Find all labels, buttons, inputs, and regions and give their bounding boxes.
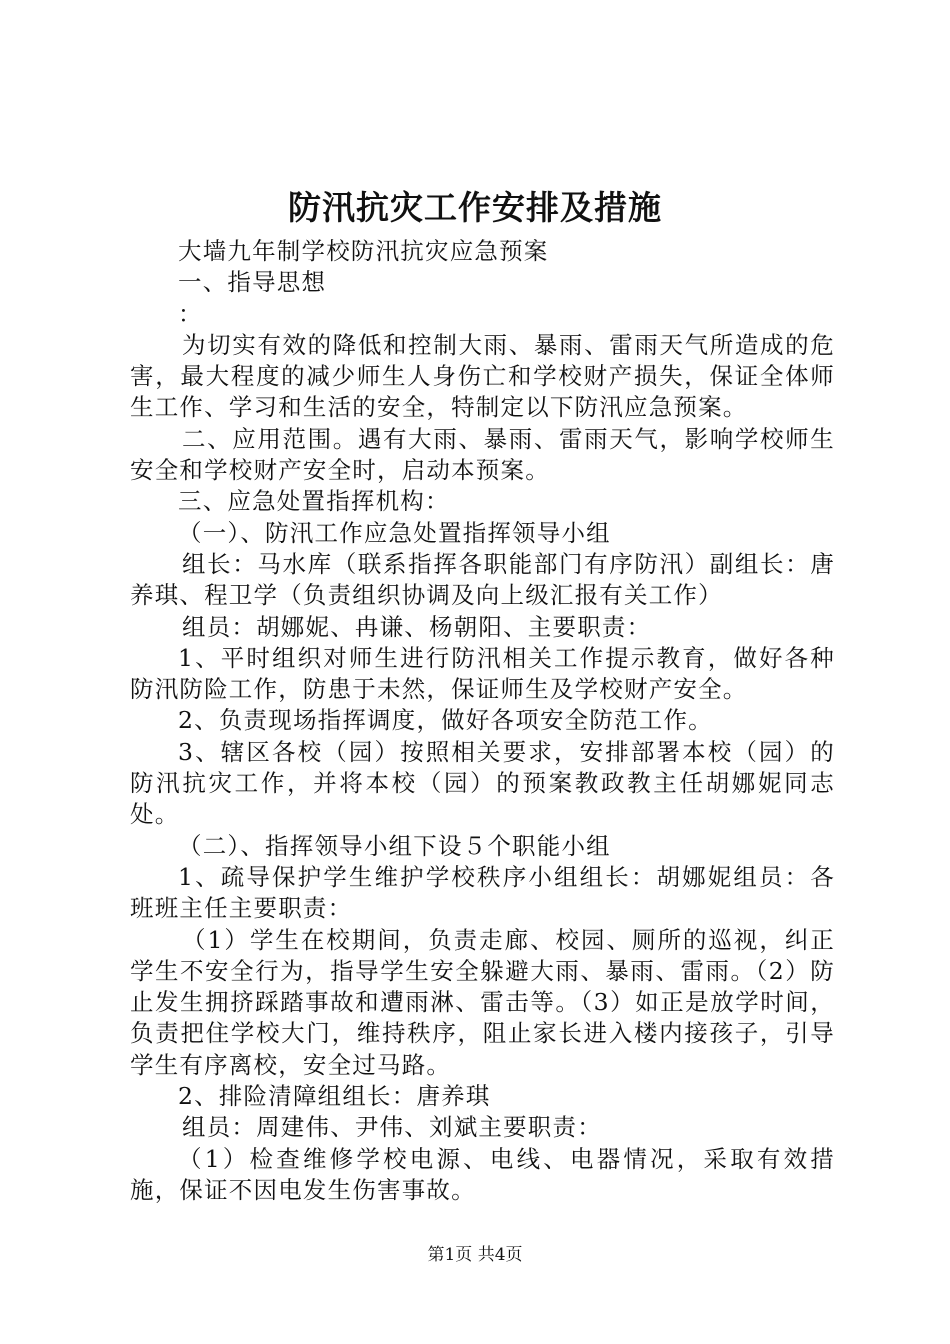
paragraph-plan-name: 大墙九年制学校防汛抗灾应急预案 <box>178 237 549 265</box>
paragraph-section-3-heading: 三、应急处置指挥机构： <box>178 487 450 516</box>
paragraph-colon: ： <box>178 299 203 328</box>
document-title: 防汛抗灾工作安排及措施 <box>288 188 662 227</box>
paragraph-group-2-duty-1: （1）检查维修学校电源、电线、电器情况，采取有效措施，保证不因电发生伤害事故。 <box>130 1144 835 1204</box>
paragraph-group-2: 2、排险清障组组长：唐养琪 <box>178 1082 491 1111</box>
paragraph-members: 组员：胡娜妮、冉谦、杨朝阳、主要职责： <box>182 612 652 641</box>
paragraph-duty-1: 1、平时组织对师生进行防汛相关工作提示教育，做好各种防汛防险工作，防患于未然，保证师生及学校财产安全。 <box>130 643 835 704</box>
paragraph-purpose: 为切实有效的降低和控制大雨、暴雨、雷雨天气所造成的危害，最大程度的减少师生人身伤亡和学校财产损失，保证全体师生工作、学习和生活的安全，特制定以下防汛应急预案。 <box>130 330 835 422</box>
paragraph-subsection-1-heading: （一）、防汛工作应急处置指挥领导小组 <box>178 518 611 547</box>
paragraph-duty-2: 2、负责现场指挥调度，做好各项安全防范工作。 <box>178 706 713 735</box>
paragraph-scope: 二、应用范围。遇有大雨、暴雨、雷雨天气，影响学校师生安全和学校财产安全时，启动本预案。 <box>130 424 835 485</box>
paragraph-duty-3: 3、辖区各校（园）按照相关要求，安排部署本校（园）的防汛抗灾工作，并将本校（园）的预案教政教主任胡娜妮同志处。 <box>130 737 835 829</box>
paragraph-section-1-heading: 一、指导思想 <box>178 268 327 297</box>
paragraph-group-1: 1、疏导保护学生维护学校秩序小组组长：胡娜妮组员：各班班主任主要职责： <box>130 862 835 923</box>
paragraph-group-1-duties: （1）学生在校期间，负责走廊、校园、厕所的巡视，纠正学生不安全行为，指导学生安全躲避大雨、暴雨、雷雨。（2）防止发生拥挤踩踏事故和遭雨淋、雷击等。（3）如正是放学时间，负责把住学校大门，维持秩序，阻止家长进入楼内接孩子，引导学生有序离校，安全过马路。 <box>130 925 835 1079</box>
paragraph-group-2-members: 组员：周建伟、尹伟、刘斌主要职责： <box>182 1113 602 1142</box>
paragraph-leaders: 组长：马水库（联系指挥各职能部门有序防汛）副组长：唐养琪、程卫学（负责组织协调及向上级汇报有关工作） <box>130 549 835 610</box>
document-body <box>130 236 835 1206</box>
page-number: 第1页 共4页 <box>427 1245 523 1265</box>
paragraph-subsection-2-heading: （二）、指挥领导小组下设５个职能小组 <box>178 831 611 860</box>
